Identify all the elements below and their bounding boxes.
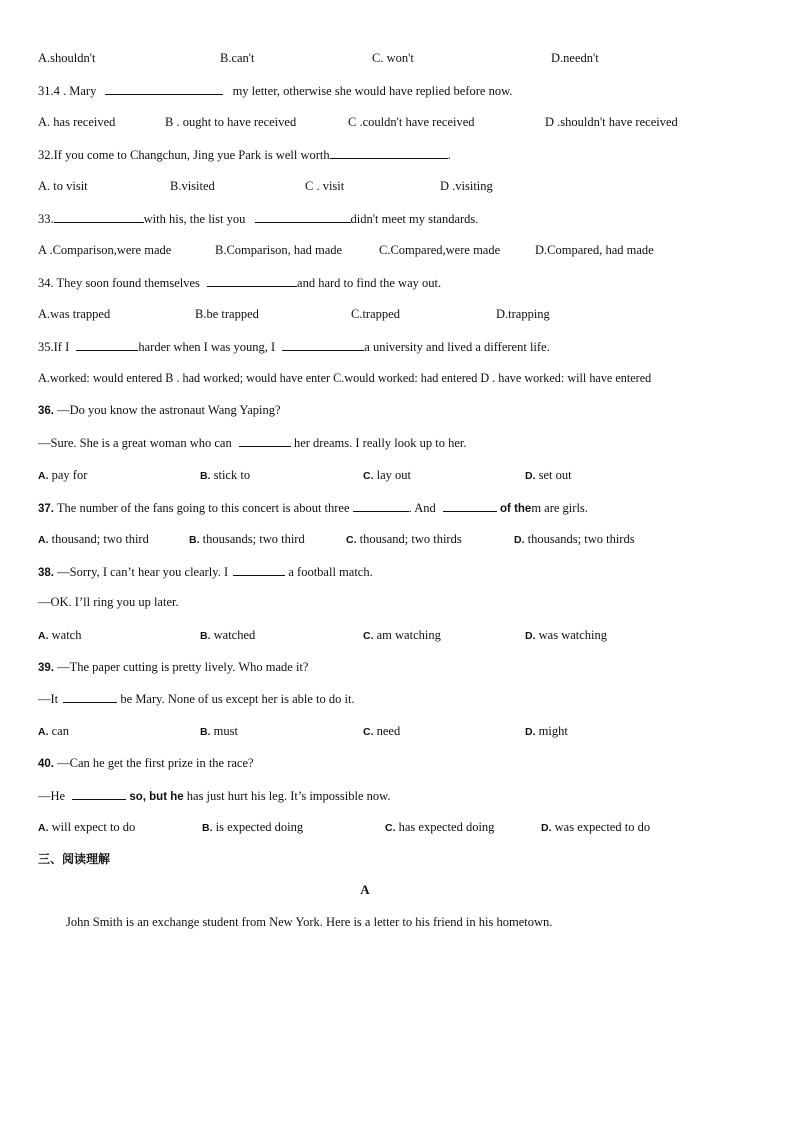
q39-line-1 — [38, 660, 308, 675]
q38-line-1-pre: —Sorry, I can’t hear you clearly. I — [57, 565, 229, 579]
q36-line-1 — [38, 403, 281, 418]
q38-line-1-post: a football match. — [288, 565, 373, 579]
q32-option-d: D .visiting — [440, 179, 493, 193]
q40-option-c: C. has expected doing — [385, 820, 495, 834]
q35-blank-2 — [282, 339, 364, 351]
q36-line-2-post: her dreams. I really look up to her. — [293, 436, 467, 450]
q40-option-d: D. was expected to do — [541, 820, 651, 834]
q38-option-c: C. am watching — [363, 628, 441, 642]
q32-option-c: C . visit — [305, 179, 345, 193]
q37-stem-pre: The number of the fans going to this concert is about three — [56, 501, 350, 515]
q34-option-c: C.trapped — [351, 307, 400, 321]
q36-option-b: B. stick to — [200, 468, 251, 482]
q34-stem-pre: 34. They soon found themselves — [38, 276, 200, 290]
q40-line-2 — [38, 788, 390, 804]
q34-option-a: A.was trapped — [38, 307, 111, 321]
q33-option-c: C.Compared,were made — [379, 243, 501, 257]
q37-stem-mid: . And — [408, 501, 436, 515]
q38-option-d: D. was watching — [525, 628, 608, 642]
q31-option-a: A. has received — [38, 115, 116, 129]
q37-option-d: D. thousands; two thirds — [514, 532, 635, 546]
q36-blank — [239, 435, 291, 447]
q30-option-c: C. won't — [372, 51, 414, 65]
q32-stem-pre: 32.If you come to Changchun, Jing yue Park is well worth — [38, 148, 330, 162]
q37-option-b: B. thousands; two third — [189, 532, 305, 546]
q31-blank — [105, 83, 223, 95]
passage-label: A — [360, 882, 370, 897]
q31-stem — [38, 83, 512, 99]
q31-stem-post: my letter, otherwise she would have replied before now. — [232, 84, 513, 98]
q34-stem — [38, 275, 441, 291]
q33-stem-mid: with his, the list you — [143, 212, 246, 226]
q35-stem — [38, 339, 550, 355]
q32-blank — [330, 147, 448, 159]
q32-option-a: A. to visit — [38, 179, 88, 193]
q39-option-a: A. can — [38, 724, 69, 738]
q34-option-d: D.trapping — [496, 307, 550, 321]
q33-stem-pre: 33. — [38, 212, 54, 226]
q34-blank — [207, 275, 297, 287]
q38-option-b: B. watched — [200, 628, 256, 642]
q39-option-d: D. might — [525, 724, 568, 738]
q40-line-2-post: has just hurt his leg. It’s impossible now. — [186, 789, 391, 803]
q32-option-b: B.visited — [170, 179, 215, 193]
q40-line-2-pre: —He — [38, 789, 66, 803]
q37-stem-bold: of the — [500, 503, 532, 515]
q33-blank-1 — [54, 211, 144, 223]
q30-option-d: D.needn't — [551, 51, 599, 65]
q40-option-a: A. will expect to do — [38, 820, 136, 834]
q36-option-a: A. pay for — [38, 468, 88, 482]
q36-option-d: D. set out — [525, 468, 572, 482]
q36-line-1-text: —Do you know the astronaut Wang Yaping? — [57, 403, 281, 417]
q36-line-2 — [38, 435, 466, 451]
q32-stem — [38, 147, 451, 163]
q31-option-b: B . ought to have received — [165, 115, 297, 129]
q35-stem-post: a university and lived a different life. — [364, 340, 550, 354]
q38-line-1 — [38, 564, 373, 580]
q38-number: 38. — [38, 567, 54, 579]
q33-blank-2 — [255, 211, 351, 223]
q39-option-b: B. must — [200, 724, 238, 738]
q38-blank — [233, 564, 285, 576]
q36-number: 36. — [38, 405, 54, 417]
q39-option-c: C. need — [363, 724, 401, 738]
q35-blank-1 — [76, 339, 138, 351]
q38-option-a: A. watch — [38, 628, 82, 642]
q37-number: 37. — [38, 503, 54, 515]
q40-number: 40. — [38, 758, 54, 770]
q35-stem-mid: harder when I was young, I — [138, 340, 276, 354]
q33-option-d: D.Compared, had made — [535, 243, 654, 257]
passage-intro: John Smith is an exchange student from New York. Here is a letter to his friend in his hometown. — [66, 915, 553, 929]
q30-option-b: B.can't — [220, 51, 255, 65]
q32-stem-post: . — [447, 148, 451, 162]
q33-option-b: B.Comparison, had made — [215, 243, 343, 257]
q39-blank — [63, 691, 117, 703]
q40-line-2-bold: so, but he — [129, 791, 184, 803]
q31-option-c: C .couldn't have received — [348, 115, 475, 129]
q35-options: A.worked: would entered B . had worked; would have enter C.would worked: had entered D . have worked: will have entered — [38, 371, 652, 385]
q37-stem-post: m are girls. — [531, 501, 588, 515]
q37-stem — [38, 500, 588, 516]
section-heading: 三、阅读理解 — [38, 852, 111, 866]
q33-option-a: A .Comparison,were made — [38, 243, 172, 257]
q37-option-a: A. thousand; two third — [38, 532, 149, 546]
q35-stem-pre: 35.If I — [38, 340, 70, 354]
q39-line-1-text: —The paper cutting is pretty lively. Who made it? — [57, 660, 309, 674]
q33-stem-post: didn't meet my standards. — [350, 212, 479, 226]
q37-blank-1 — [353, 500, 409, 512]
q40-blank — [72, 788, 126, 800]
q34-option-b: B.be trapped — [195, 307, 259, 321]
q38-line-2: —OK. I’ll ring you up later. — [38, 595, 179, 609]
q40-option-b: B. is expected doing — [202, 820, 304, 834]
q36-line-2-pre: —Sure. She is a great woman who can — [38, 436, 232, 450]
q37-option-c: C. thousand; two thirds — [346, 532, 462, 546]
q39-line-2-pre: —It — [38, 692, 59, 706]
q40-line-1-text: —Can he get the first prize in the race? — [57, 756, 254, 770]
q39-line-2 — [38, 691, 355, 707]
q33-stem — [38, 211, 478, 227]
q34-stem-post: and hard to find the way out. — [297, 276, 442, 290]
q40-line-1 — [38, 756, 254, 771]
q31-stem-pre: 31.4 . Mary — [38, 84, 97, 98]
q39-number: 39. — [38, 662, 54, 674]
q37-blank-2 — [443, 500, 497, 512]
q36-option-c: C. lay out — [363, 468, 411, 482]
q30-option-a: A.shouldn't — [38, 51, 96, 65]
q31-option-d: D .shouldn't have received — [545, 115, 678, 129]
q39-line-2-post: be Mary. None of us except her is able to do it. — [120, 692, 355, 706]
